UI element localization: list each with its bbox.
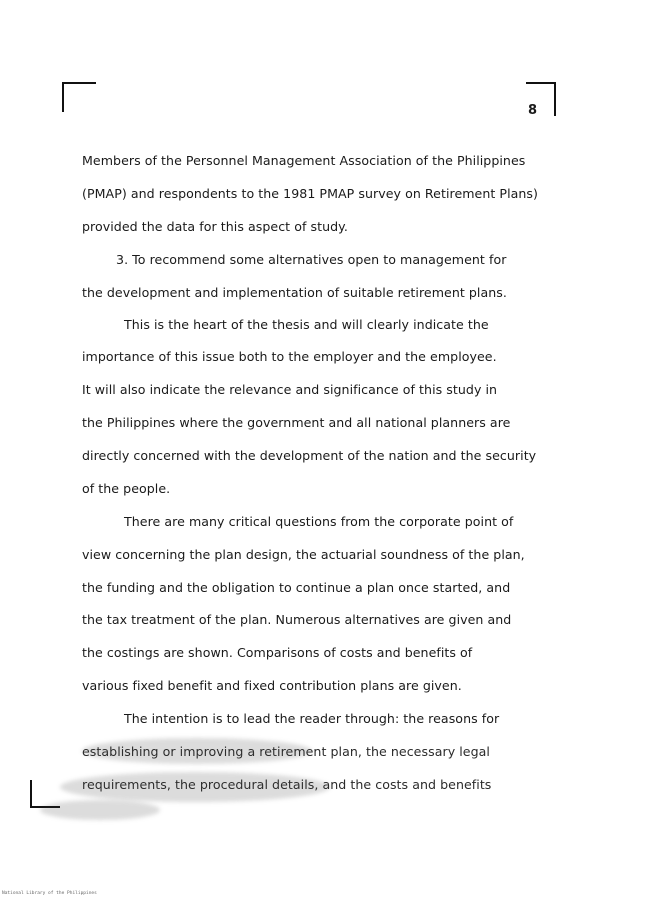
text-line: view concerning the plan design, the actuarial soundness of the plan, bbox=[82, 547, 525, 562]
text-line: establishing or improving a retirement plan, the necessary legal bbox=[82, 744, 490, 759]
paragraph-start: There are many critical questions from the corporate point of bbox=[124, 514, 514, 529]
text-line: requirements, the procedural details, and the costs and benefits bbox=[82, 777, 492, 792]
scan-smudge bbox=[60, 772, 330, 802]
text-line: (PMAP) and respondents to the 1981 PMAP survey on Retirement Plans) bbox=[82, 186, 538, 201]
text-line: provided the data for this aspect of study. bbox=[82, 219, 348, 234]
scan-smudge bbox=[82, 738, 312, 764]
scan-footer: National Library of the Philippines bbox=[2, 891, 97, 896]
paragraph-start: This is the heart of the thesis and will clearly indicate the bbox=[124, 317, 489, 332]
crop-mark-top-right bbox=[526, 82, 556, 84]
text-line: the costings are shown. Comparisons of costs and benefits of bbox=[82, 645, 473, 660]
crop-mark-top-left bbox=[62, 82, 96, 84]
crop-mark-top-left-vertical bbox=[62, 82, 64, 112]
text-line: the Philippines where the government and all national planners are bbox=[82, 415, 511, 430]
text-line: directly concerned with the development of the nation and the security bbox=[82, 448, 537, 463]
text-line: the development and implementation of suitable retirement plans. bbox=[82, 285, 507, 300]
text-line: of the people. bbox=[82, 481, 171, 496]
text-line: importance of this issue both to the employer and the employee. bbox=[82, 349, 497, 364]
text-line: the tax treatment of the plan. Numerous alternatives are given and bbox=[82, 612, 512, 627]
text-line: Members of the Personnel Management Association of the Philippines bbox=[82, 153, 526, 168]
paragraph-start: The intention is to lead the reader through: the reasons for bbox=[124, 711, 500, 726]
text-line: It will also indicate the relevance and significance of this study in bbox=[82, 382, 498, 397]
text-line: various fixed benefit and fixed contribution plans are given. bbox=[82, 678, 462, 693]
crop-mark-top-right-vertical bbox=[554, 82, 556, 116]
scan-smudge bbox=[40, 800, 160, 820]
text-line: the funding and the obligation to continue a plan once started, and bbox=[82, 580, 511, 595]
page-number: 8 bbox=[528, 103, 538, 118]
crop-mark-bottom-left bbox=[30, 780, 32, 808]
list-item-3: 3. To recommend some alternatives open to management for bbox=[116, 252, 507, 267]
